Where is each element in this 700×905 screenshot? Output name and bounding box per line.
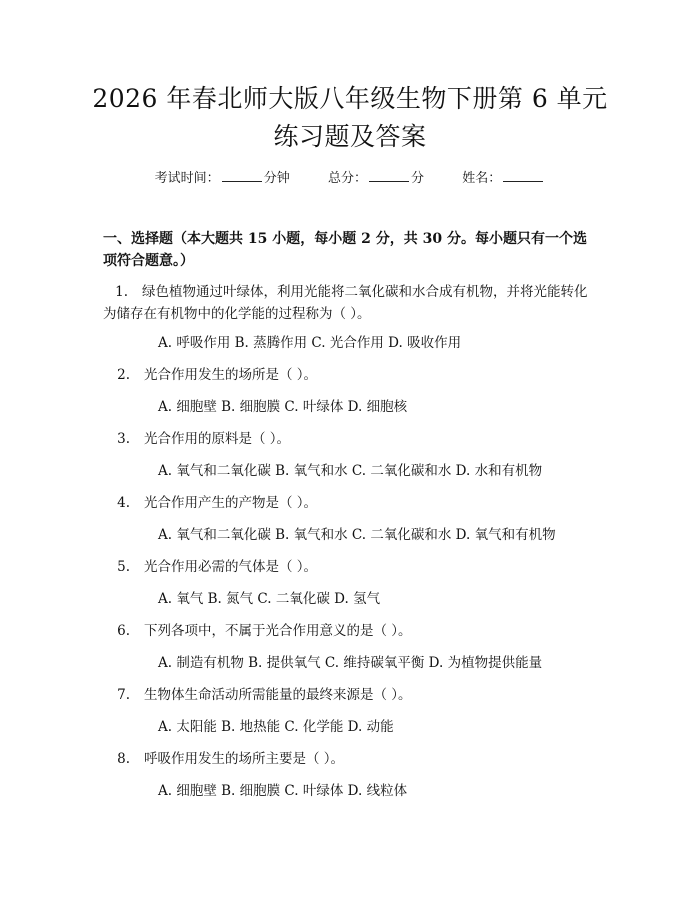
question-number: 7.	[117, 687, 130, 703]
section-heading: 一、选择题（本大题共 15 小题，每小题 2 分，共 30 分。每小题只有一个选项符合题意。）	[103, 231, 587, 269]
question-text: 绿色植物通过叶绿体，利用光能将二氧化碳和水合成有机物，并将光能转化为储存在有机物中的化学能的过程称为（ ）。	[103, 284, 588, 322]
title-line-1: 2026 年春北师大版八年级生物下册第 6 单元	[92, 84, 608, 113]
question-5	[103, 556, 600, 578]
question-number: 6.	[117, 623, 130, 639]
question-text: 光合作用必需的气体是（ ）。	[144, 559, 318, 575]
question-8-options: A. 细胞壁 B. 细胞膜 C. 叶绿体 D. 线粒体	[158, 783, 408, 799]
question-7-options: A. 太阳能 B. 地热能 C. 化学能 D. 动能	[158, 719, 394, 735]
time-label: 考试时间：	[154, 171, 220, 186]
time-unit: 分钟	[263, 171, 290, 186]
question-text: 呼吸作用发生的场所主要是（ ）。	[144, 751, 345, 767]
page-title	[90, 80, 610, 156]
score-blank	[369, 168, 409, 182]
question-text: 下列各项中，不属于光合作用意义的是（ ）。	[144, 623, 412, 639]
name-blank	[503, 168, 543, 182]
question-text: 光合作用发生的场所是（ ）。	[144, 367, 318, 383]
question-text: 生物体生命活动所需能量的最终来源是（ ）。	[144, 687, 412, 703]
question-number: 4.	[117, 495, 130, 511]
score-label: 总分：	[327, 171, 367, 186]
question-number: 2.	[117, 367, 130, 383]
question-1	[103, 281, 600, 325]
question-5-options: A. 氧气 B. 氮气 C. 二氧化碳 D. 氢气	[158, 591, 381, 607]
question-2-options: A. 细胞壁 B. 细胞膜 C. 叶绿体 D. 细胞核	[158, 399, 408, 415]
question-text: 光合作用的原料是（ ）。	[144, 431, 291, 447]
question-3	[103, 428, 600, 450]
question-3-options: A. 氧气和二氧化碳 B. 氧气和水 C. 二氧化碳和水 D. 水和有机物	[158, 463, 543, 479]
question-number: 1.	[115, 284, 128, 300]
score-unit: 分	[411, 171, 425, 186]
time-blank	[222, 168, 262, 182]
title-line-2: 练习题及答案	[273, 122, 427, 151]
exam-meta	[0, 168, 700, 189]
question-4-options: A. 氧气和二氧化碳 B. 氧气和水 C. 二氧化碳和水 D. 氧气和有机物	[158, 527, 556, 543]
question-6-options: A. 制造有机物 B. 提供氧气 C. 维持碳氧平衡 D. 为植物提供能量	[158, 655, 543, 671]
question-2	[103, 364, 600, 386]
question-7	[103, 684, 600, 706]
question-number: 8.	[117, 751, 130, 767]
question-text: 光合作用产生的产物是（ ）。	[144, 495, 318, 511]
question-1-options: A. 呼吸作用 B. 蒸腾作用 C. 光合作用 D. 吸收作用	[158, 335, 462, 351]
question-6	[103, 620, 600, 642]
question-4	[103, 492, 600, 514]
question-number: 5.	[117, 559, 130, 575]
question-number: 3.	[117, 431, 130, 447]
question-8	[103, 748, 600, 770]
name-label: 姓名：	[462, 171, 502, 186]
